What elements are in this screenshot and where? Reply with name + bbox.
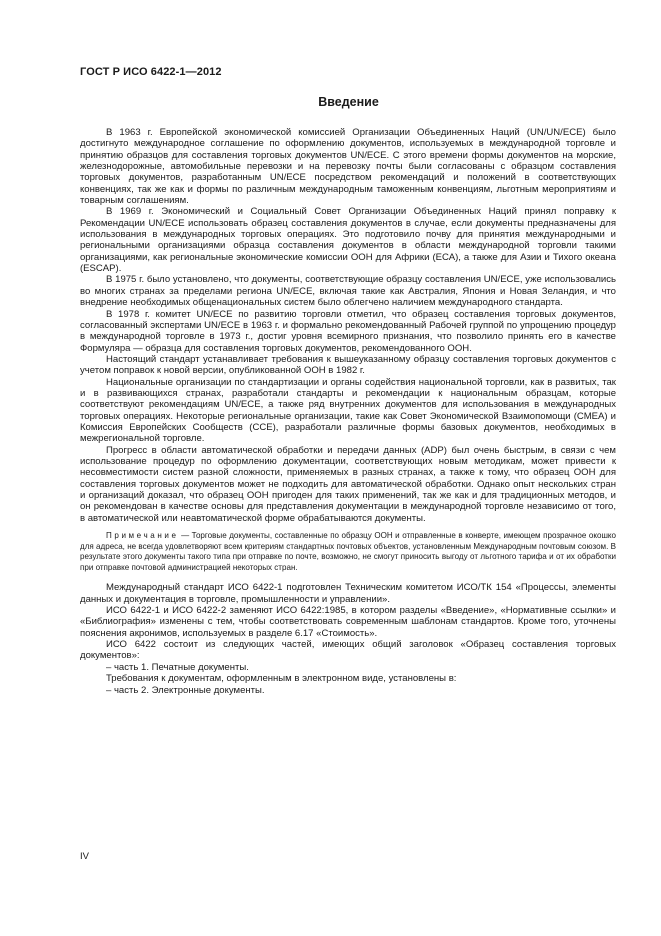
note-label: Примечание — [106, 531, 179, 541]
paragraph: Настоящий стандарт устанавливает требования к вышеуказанному образцу составления торговых документов с учетом поправок к новой версии, опубликованной ООН в 1982 г. — [80, 353, 616, 377]
note-text: — Торговые документы, составленные по образцу ООН и отправленные в конверте, имеющем прозрачное окошко для адреса, не всегда удовлетворяют всем критериям стандартных почтовых объектов, установленным Международным почтовым союзом. В результате этого документы такого типа при отправке по почте, возможно, не смогут приносить выгоду от льготного тарифа и от их обработки при отправке почтовой администрацией некоторых стран. — [80, 531, 616, 572]
paragraph: В 1978 г. комитет UN/ECE по развитию торговли отметил, что образец составления торговых документов, согласованный экспертами UN/ECE в 1963 г. и формально рекомендованный Рабочей группой по упрощению процедур в международной торговле в 1973 г., достиг уровня всемирного признания, что позволило принять его в качестве Формуляра — образца для составления торговых документов, рекомендованного ООН. — [80, 308, 616, 354]
paragraph: В 1963 г. Европейской экономической комиссией Организации Объединенных Наций (UN/UN/ECE) было достигнуто международное соглашение по оформлению документов, используемых в международной торговле и принятию образцов для составления торговых документов UN/ECE. С этого времени формы документов на морские, железнодорожные, автомобильные перевозки и на перевозку почты были согласованы с образцом составления торговых документов, разработанным UN/ECE посредством рекомендаций и положений в соответствующих конвенциях, так же как и формы по различным международным таможенным конвенциям, льготным мероприятиям и товарным соглашениям. — [80, 127, 616, 207]
section-title: Введение — [318, 95, 379, 109]
paragraph: ИСО 6422 состоит из следующих частей, имеющих общий заголовок «Образец составления торговых документов»: — [80, 639, 616, 662]
paragraph: Прогресс в области автоматической обработки и передачи данных (ADP) был очень быстрым, в связи с чем использование процедур по оформлению документации, соответствующих новым методикам, может привести к несовместимости систем разной сложности, применяемых в разных странах, а также к тому, что образец ООН для составления торговых документов может не подходить для автоматической обработки. Однако опыт нескольких стран и организаций доказал, что образец ООН пригоден для таких применений, так же как и для традиционных методов, и он рекомендован в качестве основы для представления документации в международной торговле независимо от того, в автоматической или неавтоматической форме обрабатываются документы. — [80, 444, 616, 524]
paragraph: Национальные организации по стандартизации и органы содействия национальной торговли, как в развитых, так и в развивающихся странах, разработали стандарты и рекомендации к национальным образцам, которые соответствуют рекомендациям UN/ECE, а также ряд внутренних документов для использования в международных торговых операциях. Некоторые региональные организации, такие как Совет Экономической Взаимопомощи (СМЕА) и Комиссия Европейских Сообществ (CCE), разработали различные формы базовых документов, необходимых в межрегиональной торговле. — [80, 376, 616, 445]
list-item: – часть 1. Печатные документы. — [106, 661, 249, 673]
body-text — [80, 127, 616, 696]
paragraph: ИСО 6422-1 и ИСО 6422-2 заменяют ИСО 6422:1985, в котором разделы «Введение», «Нормативные ссылки» и «Библиография» изменены с тем, чтобы соответствовать современным шаблонам стандартов. Кроме того, уточнены пояснения акронимов, используемых в разделе 6.17 «Стоимость». — [80, 605, 616, 639]
page-number: IV — [80, 851, 89, 862]
document-header: ГОСТ Р ИСО 6422-1—2012 — [80, 66, 222, 78]
paragraph: В 1975 г. было установлено, что документы, соответствующие образцу составления UN/ECE, уже использовались во многих странах за пределами региона UN/ECE, включая такие как Австралия, Япония и Новая Зеландия, и что внедрение необходимых общенациональных систем было облегчено наличием международного стандарта. — [80, 274, 616, 309]
paragraph: В 1969 г. Экономический и Социальный Совет Организации Объединенных Наций принял поправку к Рекомендации UN/ECE использовать образец составления документов в случае, если документы предназначены для использования в международных торговых операциях. Это подготовило почву для принятия международными и региональными организациями образца составления документов в области международной торговли такими организациями, как региональные экономические комиссии ООН для Африки (ЕСА), а также для Азии и Тихого океана (ESCAP). — [80, 206, 616, 275]
note — [80, 531, 616, 573]
paragraph: Международный стандарт ИСО 6422-1 подготовлен Техническим комитетом ИСО/ТК 154 «Процессы, элементы данных и документация в торговле, промышленности и управлении». — [80, 582, 616, 605]
paragraph: Требования к документам, оформленным в электронном виде, установлены в: — [106, 673, 457, 685]
list-item: – часть 2. Электронные документы. — [106, 684, 265, 696]
